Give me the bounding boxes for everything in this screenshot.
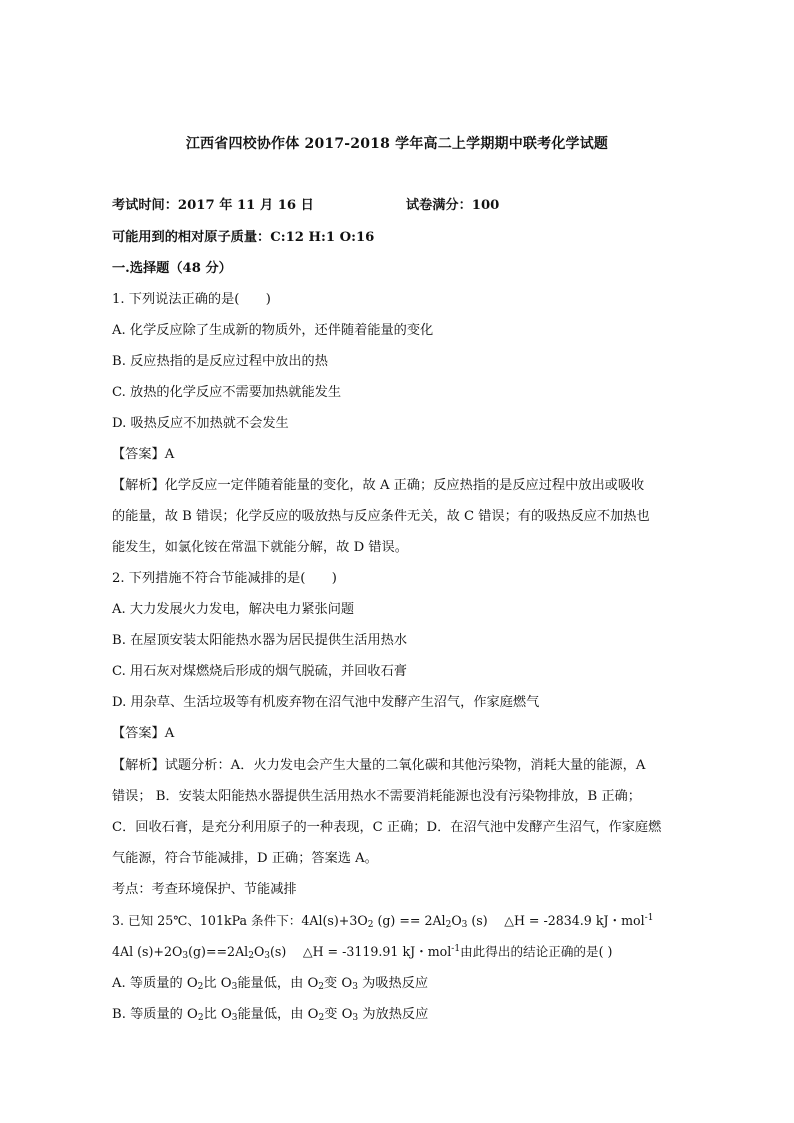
exam-time: 考试时间：2017 年 11 月 16 日 bbox=[112, 198, 314, 213]
question-2-option-c: C. 用石灰对煤燃烧后形成的烟气脱硫，并回收石膏 bbox=[112, 664, 407, 679]
question-1-analysis-line-2: 的能量，故 B 错误；化学反应的吸放热与反应条件无关，故 C 错误；有的吸热反应不加热也 bbox=[112, 509, 650, 524]
question-3-option-a: A. 等质量的 $O_2$比 $O_3$能量低，由 $O_2$变 $O_3$ 为吸热反应 bbox=[112, 976, 429, 992]
question-1-option-c: C. 放热的化学反应不需要加热就能发生 bbox=[112, 385, 342, 400]
question-2-stem: 2. 下列措施不符合节能减排的是( ) bbox=[112, 571, 337, 586]
question-3-stem-line-2: 4Al $(s)+2O_3(g)==2Al_2O_3(s)$ △H = -3119.91 kJ・mol$^{-1}$由此得出的结论正确的是( ) bbox=[112, 944, 613, 961]
question-2-option-b: B. 在屋顶安装太阳能热水器为居民提供生活用热水 bbox=[112, 633, 408, 648]
atomic-mass-line: 可能用到的相对原子质量：C:12 H:1 O:16 bbox=[112, 230, 375, 245]
question-3-stem-line-1: 3. 已知 25℃、101kPa 条件下：$4Al(s)+3O_2$ $(g) == 2Al_2O_3$ (s) △H = -2834.9 kJ・mol$^{-1}$ bbox=[112, 913, 654, 930]
question-2-option-d: D. 用杂草、生活垃圾等有机废弃物在沼气池中发酵产生沼气，作家庭燃气 bbox=[112, 695, 540, 710]
document-title: 江西省四校协作体 2017-2018 学年高二上学期期中联考化学试题 bbox=[185, 136, 609, 152]
question-1-stem: 1. 下列说法正确的是( ) bbox=[112, 292, 271, 307]
question-1-option-d: D. 吸热反应不加热就不会发生 bbox=[112, 416, 289, 431]
question-2-point: 考点：考查环境保护、节能减排 bbox=[112, 882, 297, 897]
question-3-option-b: B. 等质量的 $O_2$比 $O_3$能量低，由 $O_2$变 $O_3$ 为放热反应 bbox=[112, 1007, 429, 1023]
question-2-answer: 【答案】A bbox=[112, 726, 175, 741]
exam-info-line bbox=[112, 198, 692, 214]
question-2-analysis-line-1: 【解析】试题分析：A．火力发电会产生大量的二氧化碳和其他污染物，消耗大量的能源，A bbox=[112, 758, 646, 773]
question-1-analysis-line-1: 【解析】化学反应一定伴随着能量的变化，故 A 正确；反应热指的是反应过程中放出或吸收 bbox=[112, 478, 645, 493]
question-1-option-a: A. 化学反应除了生成新的物质外，还伴随着能量的变化 bbox=[112, 323, 434, 338]
section-heading: 一.选择题（48 分） bbox=[112, 261, 232, 276]
question-2-analysis-line-3: C．回收石膏，是充分利用原子的一种表现，C 正确；D．在沼气池中发酵产生沼气，作家庭燃 bbox=[112, 820, 662, 835]
question-1-answer: 【答案】A bbox=[112, 447, 175, 462]
question-1-option-b: B. 反应热指的是反应过程中放出的热 bbox=[112, 354, 328, 369]
question-1-analysis-line-3: 能发生，如氯化铵在常温下就能分解，故 D 错误。 bbox=[112, 540, 408, 555]
question-2-option-a: A. 大力发展火力发电，解决电力紧张问题 bbox=[112, 602, 355, 617]
question-2-analysis-line-4: 气能源，符合节能减排，D 正确；答案选 A。 bbox=[112, 851, 378, 866]
full-score: 试卷满分：100 bbox=[405, 198, 500, 213]
question-2-analysis-line-2: 错误； B．安装太阳能热水器提供生活用热水不需要消耗能源也没有污染物排放，B 正确； bbox=[112, 789, 641, 804]
